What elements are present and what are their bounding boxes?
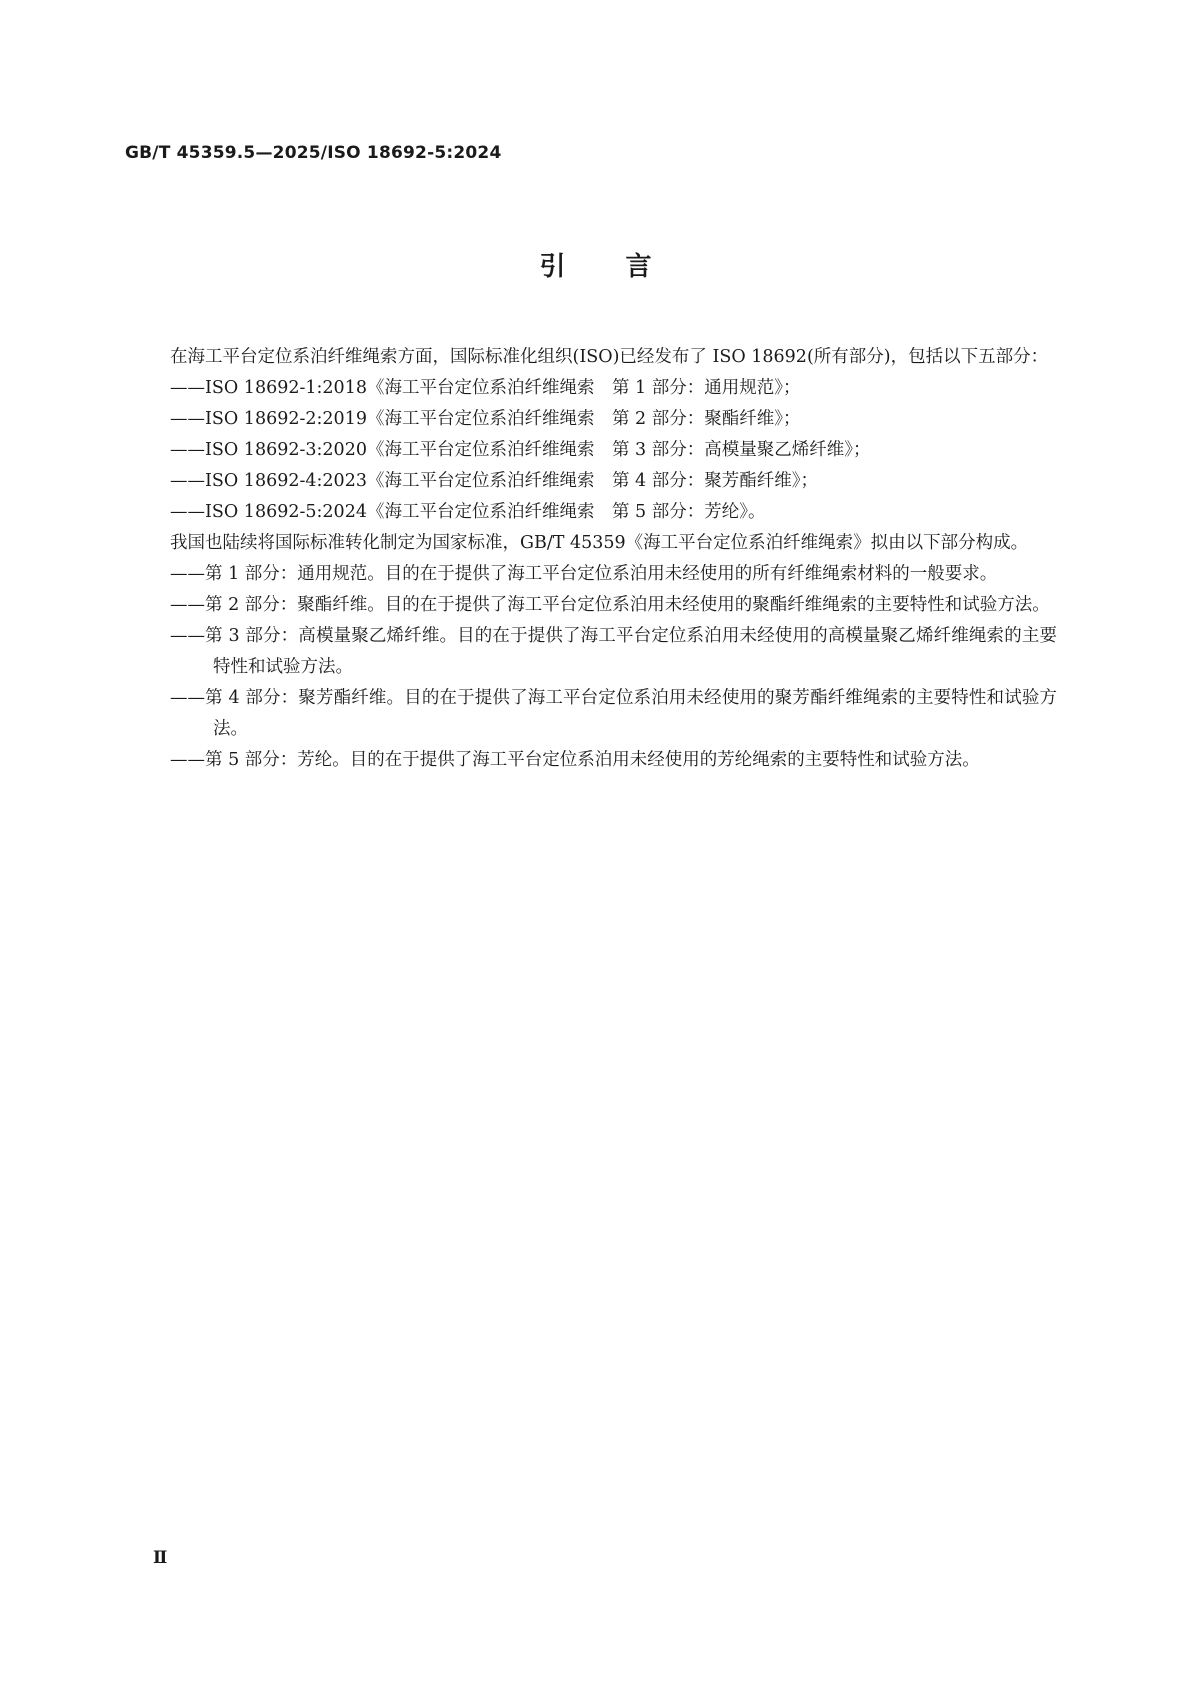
gb-part-item-1: ——第 1 部分：通用规范。目的在于提供了海工平台定位系泊用未经使用的所有纤维绳索材料的一般要求。	[170, 564, 998, 584]
document-body	[127, 342, 1057, 776]
page-number: Ⅱ	[153, 1548, 168, 1568]
iso-part-item-2: ——ISO 18692-2:2019《海工平台定位系泊纤维绳索 第 2 部分：聚酯纤维》；	[170, 409, 801, 429]
intro-paragraph: 在海工平台定位系泊纤维绳索方面，国际标准化组织(ISO)已经发布了 ISO 18692(所有部分)，包括以下五部分：	[170, 347, 1049, 367]
document-code-header: GB/T 45359.5—2025/ISO 18692-5:2024	[125, 143, 502, 163]
gb-part-item-2: ——第 2 部分：聚酯纤维。目的在于提供了海工平台定位系泊用未经使用的聚酯纤维绳索的主要特性和试验方法。	[170, 595, 1050, 615]
iso-part-item-5: ——ISO 18692-5:2024《海工平台定位系泊纤维绳索 第 5 部分：芳纶》。	[170, 502, 766, 522]
iso-part-item-1: ——ISO 18692-1:2018《海工平台定位系泊纤维绳索 第 1 部分：通用规范》；	[170, 378, 801, 398]
page-title: 引言	[539, 252, 712, 282]
gb-part-item-5: ——第 5 部分：芳纶。目的在于提供了海工平台定位系泊用未经使用的芳纶绳索的主要特性和试验方法。	[170, 750, 980, 770]
gb-part-item-4: ——第 4 部分：聚芳酯纤维。目的在于提供了海工平台定位系泊用未经使用的聚芳酯纤维绳索的主要特性和试验方法。	[170, 688, 1057, 739]
national-standard-paragraph: 我国也陆续将国际标准转化制定为国家标准，GB/T 45359《海工平台定位系泊纤维绳索》拟由以下部分构成。	[170, 533, 1029, 553]
gb-part-item-3: ——第 3 部分：高模量聚乙烯纤维。目的在于提供了海工平台定位系泊用未经使用的高模量聚乙烯纤维绳索的主要特性和试验方法。	[170, 626, 1057, 677]
iso-part-item-3: ——ISO 18692-3:2020《海工平台定位系泊纤维绳索 第 3 部分：高模量聚乙烯纤维》；	[170, 440, 871, 460]
iso-part-item-4: ——ISO 18692-4:2023《海工平台定位系泊纤维绳索 第 4 部分：聚芳酯纤维》；	[170, 471, 818, 491]
